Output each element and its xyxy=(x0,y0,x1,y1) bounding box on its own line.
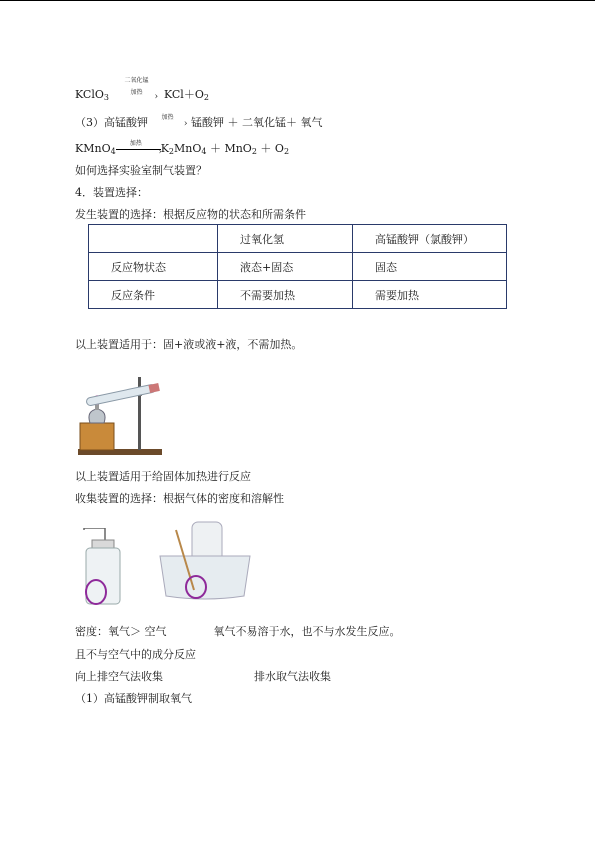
line2-condition: 加热 xyxy=(161,114,174,121)
eq1-condition-bottom: 加热 xyxy=(130,89,143,96)
eq2-p1-sub2: 4 xyxy=(201,147,207,156)
eq2-tail-sub: 2 xyxy=(283,147,290,156)
density-line xyxy=(75,625,401,639)
water-trough-figure xyxy=(158,520,253,602)
eq2-rest: ＋ MnO xyxy=(206,142,252,155)
eq2-reactant-sub: 4 xyxy=(110,147,116,156)
last-line: （1）高锰酸钾制取氧气 xyxy=(75,692,192,705)
applies-text-2: 以上装置适用于给固体加热进行反应 xyxy=(75,470,251,483)
page-top-border xyxy=(0,0,595,1)
gas-bottle-figure xyxy=(80,528,125,608)
methods-line xyxy=(75,670,331,684)
applies-text-1: 以上装置适用于：固+液或液+液，不需加热。 xyxy=(75,338,303,351)
table-cell: 液态+固态 xyxy=(218,253,353,281)
heating-apparatus-figure xyxy=(76,375,166,457)
eq2-tail: ＋ O xyxy=(260,142,284,155)
density-left: 密度：氧气＞ 空气 xyxy=(75,625,167,638)
eq2-arrow xyxy=(116,140,162,156)
eq1-reactant-sub: 3 xyxy=(103,93,109,102)
arrow-head-icon: › xyxy=(158,147,162,156)
eq2-rest-sub: 2 xyxy=(251,147,257,156)
gas-bottle xyxy=(86,548,120,604)
section-4-heading: 4．装置选择： xyxy=(75,186,148,199)
table-cell: 反应条件 xyxy=(89,281,218,309)
arrow-tick-icon: › xyxy=(183,119,188,129)
comparison-table xyxy=(88,224,507,309)
table-cell: 高锰酸钾（氯酸钾） xyxy=(353,225,507,253)
line2-prefix: （3）高锰酸钾 xyxy=(75,116,148,129)
eq2-condition: 加热 xyxy=(129,140,142,147)
table-cell xyxy=(89,225,218,253)
equation-kmno4 xyxy=(75,142,289,159)
word-equation-kmno4 xyxy=(75,116,323,130)
table-row xyxy=(89,225,507,253)
eq2-reactant: KMnO xyxy=(75,142,111,155)
bottle-neck xyxy=(92,540,114,548)
line2-rest: 锰酸钾 ＋ 二氧化锰＋ 氧气 xyxy=(191,116,323,129)
arrow-bar xyxy=(116,149,161,150)
table-row xyxy=(89,253,507,281)
eq2-p1-sub1: 2 xyxy=(168,147,174,156)
table-cell: 不需要加热 xyxy=(218,281,353,309)
question-select: 如何选择实验室制气装置？ xyxy=(75,164,207,177)
table-cell: 需要加热 xyxy=(353,281,507,309)
eq1-condition-top: 二氧化锰 xyxy=(124,77,149,84)
eq1-reactant: KClO xyxy=(75,88,104,101)
arrow-tick-icon: › xyxy=(154,92,159,102)
test-tube xyxy=(86,384,156,406)
table-cell: 过氧化氢 xyxy=(218,225,353,253)
density-right: 氧气不易溶于水，也不与水发生反应。 xyxy=(213,625,401,638)
method-up-air: 向上排空气法收集 xyxy=(75,670,163,683)
wood-block xyxy=(80,423,114,450)
generator-select-text: 发生装置的选择：根据反应物的状态和所需条件 xyxy=(75,208,306,221)
eq2-p1: K xyxy=(160,142,169,155)
line2-condition-arrow xyxy=(152,114,188,129)
eq1-condition-arrow xyxy=(112,77,160,102)
air-note: 且不与空气中的成分反应 xyxy=(75,648,196,661)
table-cell: 反应物状态 xyxy=(89,253,218,281)
table-cell: 固态 xyxy=(353,253,507,281)
eq1-product: KCl＋O xyxy=(163,88,204,101)
eq1-product-sub: 2 xyxy=(203,93,209,102)
equation-kclo3 xyxy=(75,77,209,105)
method-water: 排水取气法收集 xyxy=(254,670,331,683)
eq2-p1-mid: MnO xyxy=(174,142,202,155)
collector-select-text: 收集装置的选择：根据气体的密度和溶解性 xyxy=(75,492,284,505)
alcohol-lamp xyxy=(89,409,105,423)
table-row xyxy=(89,281,507,309)
